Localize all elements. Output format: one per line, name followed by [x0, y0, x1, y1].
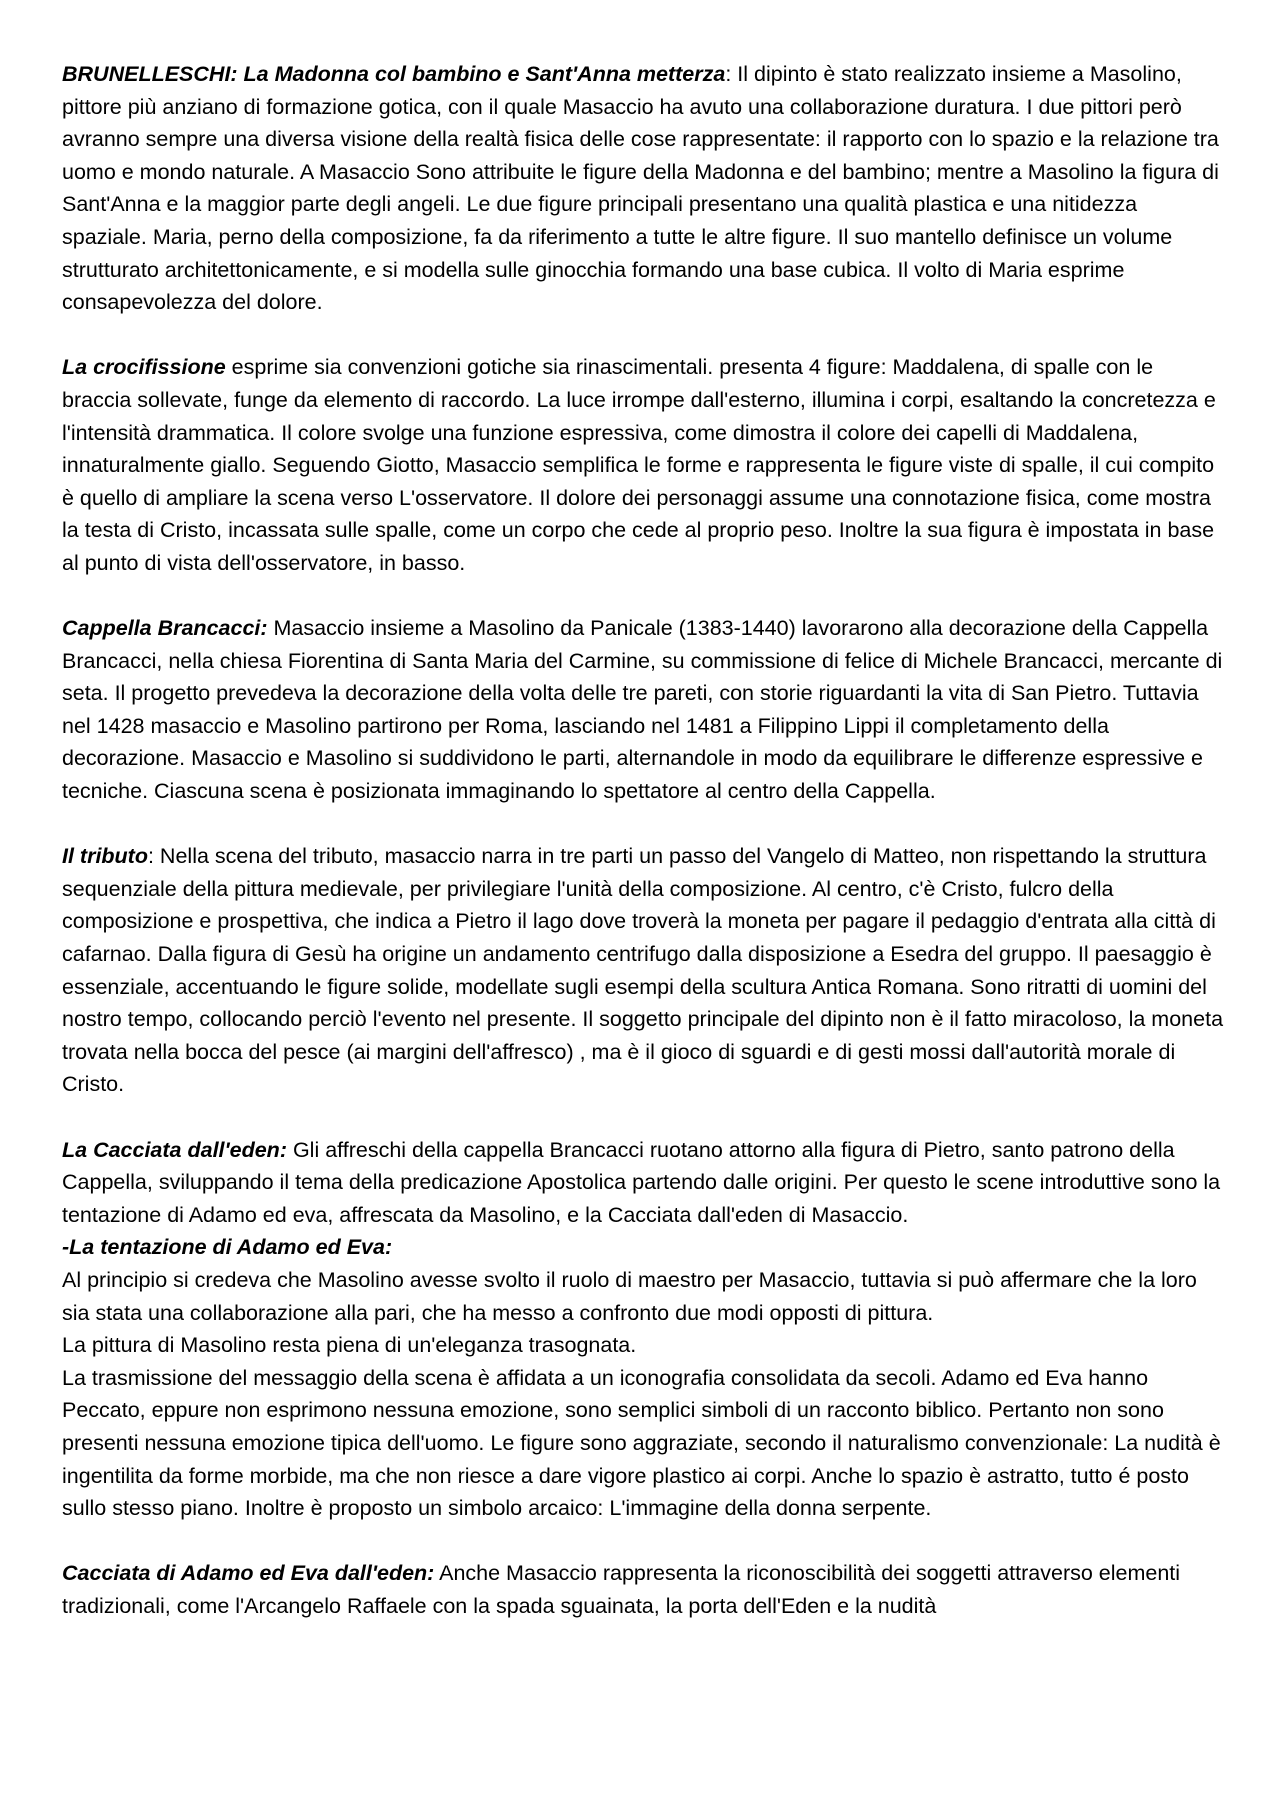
paragraph-spacer	[62, 1525, 1225, 1558]
paragraph-cacciata-adamo-eva	[62, 1557, 1225, 1622]
paragraph-body: : Nella scena del tributo, masaccio narra in tre parti un passo del Vangelo di Matteo, non rispettando la struttura sequenziale della pittura medievale, per privilegiare l'unità della composizione. Al centro, c'è Cristo, fulcro della composizione e prospettiva, che indica a Pietro il lago dove troverà la moneta per pagare il pedaggio d'entrata alla città di cafarnao. Dalla figura di Gesù ha origine un andamento centrifugo dalla disposizione a Esedra del gruppo. Il paesaggio è essenziale, accentuando le figure solide, modellate sugli esempi della scultura Antica Romana. Sono ritratti di uomini del nostro tempo, collocando perciò l'evento nel presente. Il soggetto principale del dipinto non è il fatto miracoloso, la moneta trovata nella bocca del pesce (ai margini dell'affresco) , ma è il gioco di sguardi e di gesti mossi dall'autorità morale di Cristo.	[62, 844, 1224, 1097]
paragraph-spacer	[62, 580, 1225, 613]
paragraph-spacer	[62, 1101, 1225, 1134]
paragraph-heading: Cappella Brancacci:	[62, 616, 268, 641]
paragraph-body: Masaccio insieme a Masolino da Panicale (1383-1440) lavorarono alla decorazione della Cappella Brancacci, nella chiesa Fiorentina di Santa Maria del Carmine, su commissione di felice di Michele Brancacci, mercante di seta. Il progetto prevedeva la decorazione della volta delle tre pareti, con storie riguardanti la vita di San Pietro. Tuttavia nel 1428 masaccio e Masolino partirono per Roma, lasciando nel 1481 a Filippino Lippi il completamento della decorazione. Masaccio e Masolino si suddividono le parti, alternandole in modo da equilibrare le differenze espressive e tecniche. Ciascuna scena è posizionata immaginando lo spettatore al centro della Cappella.	[62, 616, 1223, 804]
tentazione-line: Al principio si credeva che Masolino avesse svolto il ruolo di maestro per Masaccio, tuttavia si può affermare che la loro sia stata una collaborazione alla pari, che ha messo a confronto due modi opposti di pittura.	[62, 1267, 1197, 1325]
paragraph-cacciata-eden	[62, 1134, 1225, 1232]
paragraph-body: esprime sia convenzioni gotiche sia rinascimentali. presenta 4 figure: Maddalena, di spalle con le braccia sollevate, funge da elemento di raccordo. La luce irrompe dall'esterno, illumina i corpi, esaltando la concretezza e l'intensità drammatica. Il colore svolge una funzione espressiva, come dimostra il colore dei capelli di Maddalena, innaturalmente giallo. Seguendo Giotto, Masaccio semplifica le forme e rappresenta le figure viste di spalle, il cui compito è quello di ampliare la scena verso L'osservatore. Il dolore dei personaggi assume una connotazione fisica, come mostra la testa di Cristo, incassata sulle spalle, come un corpo che cede al proprio peso. Inoltre la sua figura è impostata in base al punto di vista dell'osservatore, in basso.	[62, 355, 1216, 575]
paragraph-heading: La Cacciata dall'eden:	[62, 1137, 287, 1162]
paragraph-cappella-brancacci	[62, 612, 1225, 808]
paragraph-spacer	[62, 808, 1225, 841]
paragraph-heading: La crocifissione	[62, 355, 226, 380]
tentazione-heading: -La tentazione di Adamo ed Eva:	[62, 1235, 393, 1260]
paragraph-spacer	[62, 319, 1225, 352]
paragraph-crocifissione	[62, 351, 1225, 579]
tentazione-line: La pittura di Masolino resta piena di un'eleganza trasognata.	[62, 1333, 637, 1358]
paragraph-heading: BRUNELLESCHI: La Madonna col bambino e Sant'Anna metterza	[62, 62, 726, 86]
tentazione-line: La trasmissione del messaggio della scena è affidata a un iconografia consolidata da secoli. Adamo ed Eva hanno Peccato, eppure non esprimono nessuna emozione, sono semplici simboli di un racconto biblico. Pertanto non sono presenti nessuna emozione tipica dell'uomo. Le figure sono aggraziate, secondo il naturalismo convenzionale: La nudità è ingentilita da forme morbide, ma che non riesce a dare vigore plastico ai corpi. Anche lo spazio è astratto, tutto é posto sullo stesso piano. Inoltre è proposto un simbolo arcaico: L'immagine della donna serpente.	[62, 1365, 1221, 1521]
paragraph-body: Anche Masaccio rappresenta la riconoscibilità dei soggetti attraverso elementi tradizionali, come l'Arcangelo Raffaele con la spada sguainata, la porta dell'Eden e la nudità	[62, 1561, 1181, 1618]
paragraph-heading: Il tributo	[62, 844, 148, 869]
paragraph-tributo	[62, 840, 1225, 1101]
paragraph-madonna	[62, 58, 1225, 319]
paragraph-body: Gli affreschi della cappella Brancacci ruotano attorno alla figura di Pietro, santo patrono della Cappella, sviluppando il tema della predicazione Apostolica partendo dalle origini. Per questo le scene introduttive sono la tentazione di Adamo ed eva, affrescata da Masolino, e la Cacciata dall'eden di Masaccio.	[62, 1137, 1221, 1227]
paragraph-heading: Cacciata di Adamo ed Eva dall'eden:	[62, 1561, 435, 1586]
paragraph-body: : Il dipinto è stato realizzato insieme a Masolino, pittore più anziano di formazione gotica, con il quale Masaccio ha avuto una collaborazione duratura. I due pittori però avranno sempre una diversa visione della realtà fisica delle cose rappresentate: il rapporto con lo spazio e la relazione tra uomo e mondo naturale. A Masaccio Sono attribuite le figure della Madonna e del bambino; mentre a Masolino la figura di Sant'Anna e la maggior parte degli angeli. Le due figure principali presentano una qualità plastica e una nitidezza spaziale. Maria, perno della composizione, fa da riferimento a tutte le altre figure. Il suo mantello definisce un volume strutturato architettonicamente, e si modella sulle ginocchia formando una base cubica. Il volto di Maria esprime consapevolezza del dolore.	[62, 62, 1219, 315]
